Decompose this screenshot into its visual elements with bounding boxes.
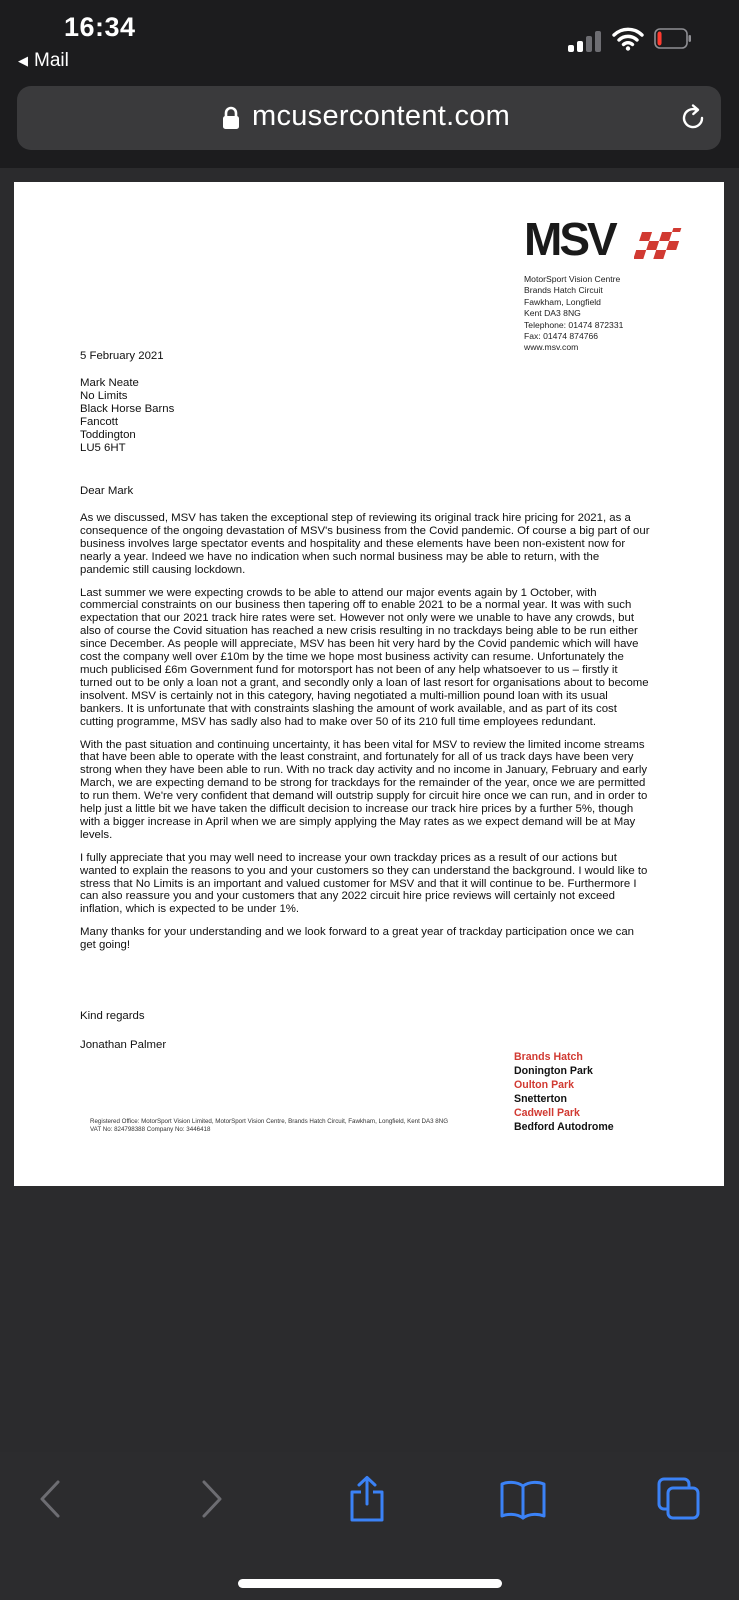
venue-oulton-park: Oulton Park (514, 1079, 575, 1091)
book-icon[interactable] (498, 1474, 548, 1524)
url-text: mcusercontent.com (252, 100, 511, 132)
recipient-line: LU5 6HT (80, 441, 126, 454)
tabs-icon[interactable] (654, 1474, 704, 1524)
body-paragraph: Many thanks for your understanding and we look forward to a great year of trackday participation once we can get going! (80, 926, 635, 952)
sender-fax: Fax: 01474 874766 (524, 331, 599, 342)
letter-date: 5 February 2021 (80, 350, 164, 362)
venue-cadwell-park: Cadwell Park (514, 1107, 580, 1119)
chequered-flag-icon (634, 226, 684, 264)
sender-address (524, 274, 623, 354)
status-bar (0, 0, 739, 84)
body-paragraph: With the past situation and continuing uncertainty, it has been vital for MSV to review the limited income streams that have been able to operate with the least constraint, and fortunately for all of us track days have been very strong when they have been able to run. With no track day activity and no income in January, February and early March, we are expecting demand to be strong for trackdays for the remainder of the year, once we are permitted to run them. We're very confident that demand will outstrip supply for circuit hire once we can run, and in order to help just a little bit we have taken the difficult decision to increase our track hire prices by a further 5%, though with a bigger increase in April when we are simply applying the May rates as we expect demand will be at May levels. (80, 738, 648, 841)
letter-body (80, 512, 650, 962)
sender-website: www.msv.com (524, 342, 579, 353)
battery-low-icon (654, 28, 692, 49)
body-paragraph: Last summer we were expecting crowds to be able to attend our major events again by 1 October, with commercial constraints on our business then tapering off to enable 2021 to be a normal year. It was with such expectation that our 2021 track hire rates were set. However not only were we unable to have any crowds, but also of course the Covid situation has reached a new crisis resulting in no trackdays being able to be run either since December. As people will appreciate, MSV has been hit very hard by the Covid pandemic which will have cost the company well over £10m by the time we hope most business activity can resume. Unfortunately the much publicised £6m Government fund for motorsport has not been of any help whatsoever to us – firstly it turned out to be only a loan not a grant, and secondly only a loan of last resort for organisations about to become insolvent. MSV is certainly not in this category, having negotiated a multi-million pound loan with its usual bankers. It is unfortunate that with constraints slashing the amount of work available, and as part of its cost cutting programme, MSV has sadly also had to make over 50 of its 210 full time employees redundant. (80, 586, 649, 728)
venue-snetterton: Snetterton (514, 1093, 567, 1105)
back-app-label: Mail (34, 50, 69, 71)
browser-toolbar (0, 1452, 739, 1600)
sender-address-line: Kent DA3 8NG (524, 308, 581, 319)
status-time: 16:34 (64, 12, 136, 42)
sender-telephone: Telephone: 01474 872331 (524, 319, 624, 330)
letter-closing: Kind regards (80, 1010, 145, 1022)
document-viewer[interactable] (0, 168, 739, 1452)
lock-icon (222, 106, 240, 130)
body-paragraph: As we discussed, MSV has taken the exceptional step of reviewing its original track hire pricing for 2021, as a consequence of the ongoing devastation of MSV's business from the Covid pandemic. Of course a big part of our business involves large spectator events and hospitality and these elements have been non-existent now for nearly a year. Indeed we have no indication when such normal business may be able to return, with the pandemic still causing lockdown. (80, 512, 650, 576)
browser-address-bar (0, 84, 739, 168)
recipient-line: Fancott (80, 415, 118, 428)
letter-page (14, 182, 724, 1186)
venue-list (514, 1050, 614, 1134)
wifi-icon (612, 27, 644, 51)
recipient-address (80, 377, 650, 454)
url-field[interactable] (17, 86, 721, 150)
registered-office: Registered Office: MotorSport Vision Limited, MotorSport Vision Centre, Brands Hatch Circuit, Fawkham, Longfield, Kent DA3 8NG (90, 1118, 449, 1125)
chevron-right-icon[interactable] (186, 1474, 236, 1524)
recipient-line: No Limits (80, 389, 128, 402)
recipient-line: Mark Neate (80, 377, 139, 389)
sender-address-line: MotorSport Vision Centre (524, 274, 621, 284)
logo-text: MSV (524, 213, 615, 265)
venue-bedford-autodrome: Bedford Autodrome (514, 1121, 614, 1133)
letter-greeting: Dear Mark (80, 485, 134, 497)
msv-logo (524, 213, 684, 268)
recipient-line: Black Horse Barns (80, 402, 175, 415)
venue-brands-hatch: Brands Hatch (514, 1051, 583, 1063)
reload-icon[interactable] (677, 102, 709, 134)
venue-donington-park: Donington Park (514, 1065, 593, 1077)
back-triangle-icon: ◀ (18, 53, 28, 68)
company-numbers: VAT No: 824798388 Company No: 3446418 (90, 1126, 211, 1133)
share-icon[interactable] (342, 1474, 392, 1524)
back-to-mail-button[interactable] (18, 50, 69, 72)
letter-footer (90, 1118, 448, 1134)
sender-address-line: Fawkham, Longfield (524, 296, 601, 307)
chevron-left-icon[interactable] (26, 1474, 76, 1524)
body-paragraph: I fully appreciate that you may well need to increase your own trackday prices as a result of our actions but wanted to explain the reasons to you and your customers so they can understand the background. I would like to stress that No Limits is an important and valued customer for MSV and that it will continue to be. Furthermore I can also reassure you and your customers that any 2022 circuit hire price reviews will certainly not exceed inflation, which is expected to be under 1%. (80, 851, 648, 916)
sender-address-line: Brands Hatch Circuit (524, 285, 603, 296)
cellular-signal-icon (568, 30, 604, 52)
recipient-line: Toddington (80, 428, 136, 441)
home-indicator[interactable] (238, 1579, 502, 1588)
letter-signature: Jonathan Palmer (80, 1039, 167, 1051)
